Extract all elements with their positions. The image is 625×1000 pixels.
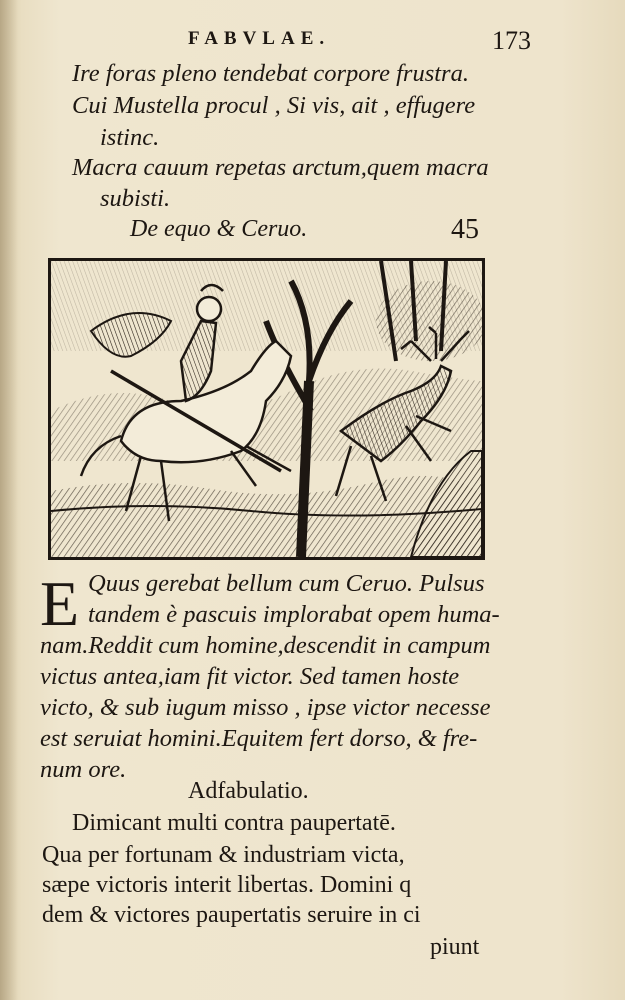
page-number: 173 [492,26,531,55]
text-line: nam.Reddit cum homine,descendit in campum [40,632,491,659]
fable-title: De equo & Ceruo. [130,216,308,242]
binding-shadow [0,0,18,1000]
text-line: Qua per fortunam & industriam victa, [42,842,405,868]
text-line: tandem è pascuis implorabat opem huma- [88,601,500,628]
text-line: victus antea,iam fit victor. Sed tamen hoste [40,663,460,690]
text-line: dem & victores paupertatis seruire in ci [42,902,421,928]
text-line: num ore. [40,756,127,783]
page-header [0,26,625,56]
text-line: subisti. [100,185,171,212]
horseman-and-stag-woodcut [51,261,482,557]
drop-cap: E [40,568,80,639]
text-line: Cui Mustella procul , Si vis, ait , effugere [72,92,476,119]
woodcut-illustration [48,258,485,560]
text-line: sæpe victoris interit libertas. Domini q [42,872,412,898]
text-line: Quus gerebat bellum cum Ceruo. Pulsus [88,570,485,597]
text-line: Macra cauum repetas arctum,quem macra [72,154,489,181]
moral-heading: Adfabulatio. [188,778,309,804]
text-line: Dimicant multi contra paupertatē. [72,810,396,836]
text-line: est seruiat homini.Equitem fert dorso, & fre- [40,725,478,752]
fable-number: 45 [451,214,479,245]
text-line: piunt [430,934,480,960]
text-line: Ire foras pleno tendebat corpore frustra. [72,60,469,87]
text-line: istinc. [100,124,160,151]
running-title: FABVLAE. [188,28,331,49]
text-line: victo, & sub iugum misso , ipse victor necesse [40,694,491,721]
